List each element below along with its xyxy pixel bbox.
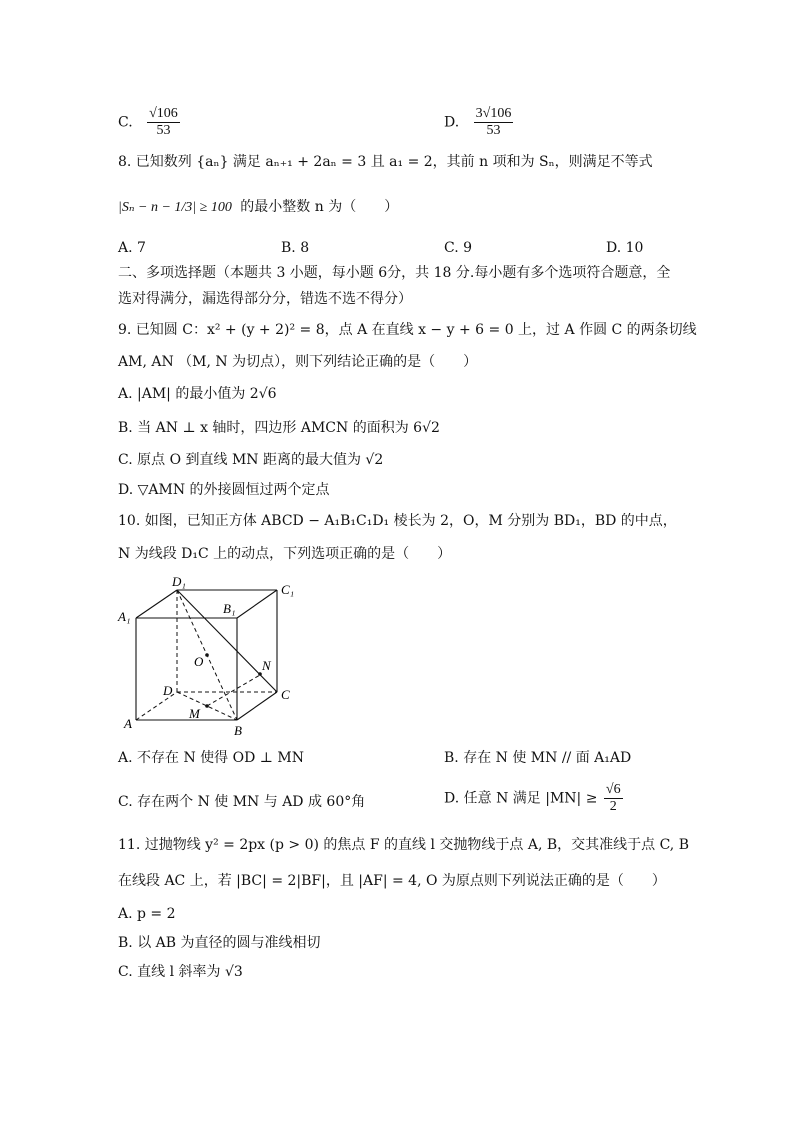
label-b: B: [234, 723, 242, 738]
label-d: D: [163, 683, 173, 698]
q7-option-d-label: D.: [444, 114, 460, 131]
label-a1: A₁: [118, 609, 131, 624]
q7-option-d-numerator: 3√106: [475, 106, 512, 121]
label-o: O: [194, 654, 204, 669]
q7-option-d-fraction: [474, 106, 514, 139]
q10-option-c: C. 存在两个 N 使 MN 与 AD 成 60°角: [118, 794, 366, 810]
q11-stem-line2: 在线段 AC 上，若 |BC| = 2|BF|，且 |AF| = 4, O 为原点则下列说法正确的是（ ）: [118, 873, 666, 889]
q8-stem-line2-text: 的最小整数 n 为（ ）: [240, 199, 399, 215]
q10-stem-line2: N 为线段 D₁C 上的动点，下列选项正确的是（ ）: [118, 546, 452, 562]
q9-option-b: B. 当 AN ⊥ x 轴时，四边形 AMCN 的面积为 6√2: [118, 420, 440, 436]
edge-b-c: [237, 692, 277, 720]
q7-option-c-denominator: 53: [156, 123, 171, 138]
q7-option-c-label: C.: [118, 114, 133, 131]
q10-option-a: A. 不存在 N 使得 OD ⊥ MN: [118, 750, 304, 766]
label-n: N: [262, 658, 271, 673]
q11-option-a: A. p = 2: [118, 906, 176, 922]
q7-option-d-denominator: 53: [486, 123, 501, 138]
label-c1: C₁: [281, 582, 295, 597]
q10-option-d: [444, 782, 623, 815]
label-c: C: [281, 687, 290, 702]
label-b1: B₁: [223, 601, 236, 616]
q8-stem-line1: 8. 已知数列 {aₙ} 满足 aₙ₊₁ + 2aₙ = 3 且 a₁ = 2，其前 n 项和为 Sₙ，则满足不等式: [118, 154, 653, 170]
q9-option-d: D. ▽AMN 的外接圆恒过两个定点: [118, 482, 330, 498]
segment-m-n: [207, 675, 260, 706]
q8-option-d: D. 10: [606, 240, 644, 256]
point-m: [205, 704, 209, 708]
q10-option-d-denominator: 2: [609, 799, 617, 814]
q7-option-c-numerator: √106: [149, 106, 178, 121]
q8-option-c: C. 9: [444, 240, 473, 256]
q7-option-d: [444, 106, 513, 139]
q9-option-c: C. 原点 O 到直线 MN 距离的最大值为 √2: [118, 452, 384, 468]
q10-option-b: B. 存在 N 使 MN // 面 A₁AD: [444, 750, 632, 766]
label-a: A: [124, 716, 132, 731]
point-o: [205, 653, 209, 657]
section-2-heading-line2: 选对得满分，漏选得部分分，错选不选不得分）: [118, 291, 412, 307]
q10-option-d-numerator: √6: [605, 782, 621, 797]
q10-option-d-text: D. 任意 N 满足 |MN| ≥: [444, 790, 598, 807]
q8-option-a: A. 7: [118, 240, 146, 256]
q8-option-b: B. 8: [281, 240, 310, 256]
q11-stem-line1: 11. 过抛物线 y² = 2px (p > 0) 的焦点 F 的直线 l 交抛物线于点 A, B，交其准线于点 C, B: [118, 837, 689, 853]
q8-inequality: |Sₙ − n − 1/3| ≥ 100: [118, 200, 232, 215]
cube-figure: [115, 575, 315, 740]
edge-b1-c1: [237, 590, 277, 618]
q8-stem-line2: [118, 197, 398, 218]
section-2-heading-line1: 二、多项选择题（本题共 3 小题，每小题 6分，共 18 分.每小题有多个选项符合题意，全: [118, 265, 671, 281]
edge-a1-d1: [136, 590, 177, 618]
q9-option-a: A. |AM| 的最小值为 2√6: [118, 386, 277, 402]
label-m: M: [189, 706, 200, 721]
q7-option-c-fraction: [147, 106, 180, 139]
q9-stem-line1: 9. 已知圆 C：x² + (y + 2)² = 8，点 A 在直线 x − y + 6 = 0 上，过 A 作圆 C 的两条切线: [118, 322, 697, 338]
q11-option-b: B. 以 AB 为直径的圆与准线相切: [118, 935, 321, 951]
q11-option-c: C. 直线 l 斜率为 √3: [118, 964, 243, 980]
q9-stem-line2: AM, AN （M, N 为切点），则下列结论正确的是（ ）: [118, 354, 478, 370]
q7-option-c: [118, 106, 180, 139]
q10-option-d-fraction: [604, 782, 623, 815]
label-d1: D₁: [172, 575, 186, 589]
q10-stem-line1: 10. 如图，已知正方体 ABCD − A₁B₁C₁D₁ 棱长为 2，O，M 分别为 BD₁，BD 的中点，: [118, 513, 677, 529]
